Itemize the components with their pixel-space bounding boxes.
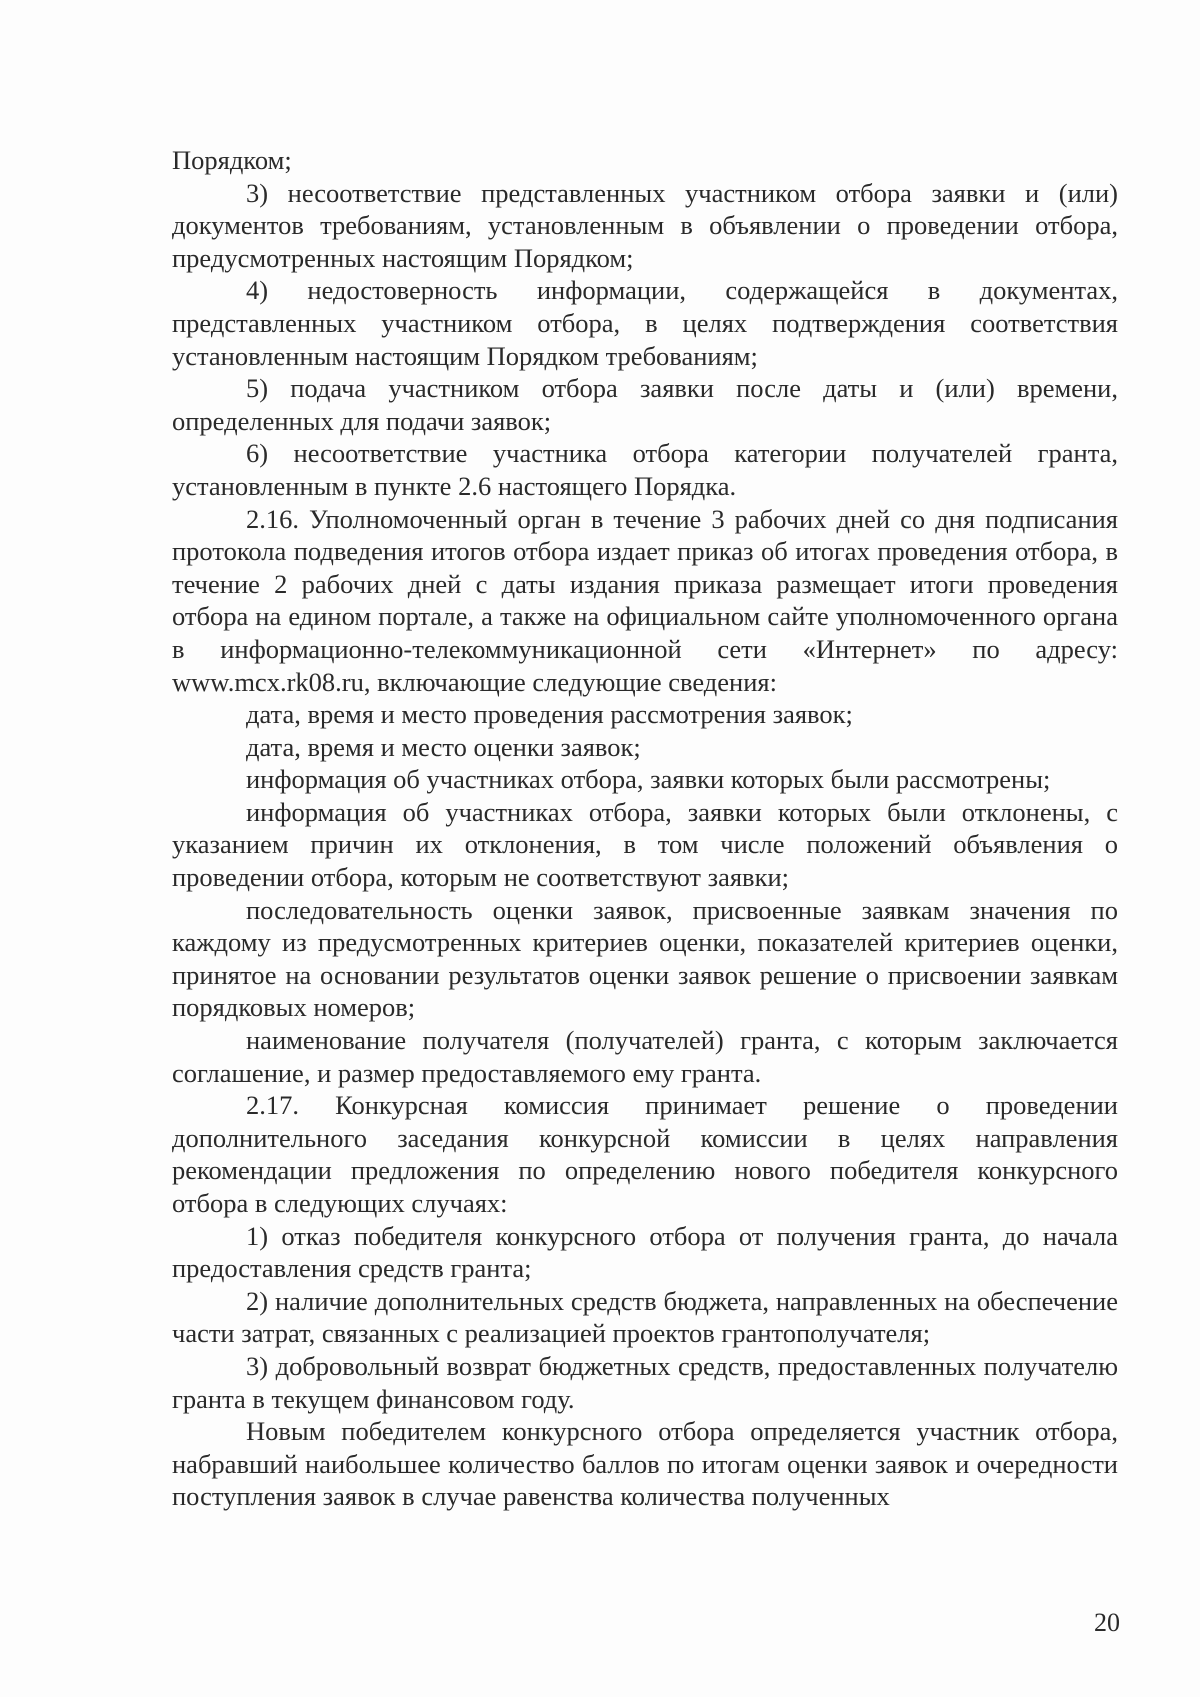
paragraph: Порядком; [172, 145, 292, 175]
paragraph: 2.17. Конкурсная комиссия принимает решение о проведении дополнительного заседания конкурсной комиссии в целях направления рекомендации предложения по определению нового победителя конкурсного отбора в следующих случаях: [172, 1090, 1118, 1218]
paragraph: 2.16. Уполномоченный орган в течение 3 рабочих дней со дня подписания протокола подведения итогов отбора издает приказ об итогах проведения отбора, в течение 2 рабочих дней с даты издания приказа размещает итоги проведения отбора на едином портале, а также на официальном сайте уполномоченного органа в информационно-телекоммуникационной сети «Интернет» по адресу: www.mcx.rk08.ru, включающие следующие сведения: [172, 503, 1118, 697]
paragraph: дата, время и место проведения рассмотрения заявок; [246, 699, 853, 730]
paragraph: 4) недостоверность информации, содержащейся в документах, представленных участником отбора, в целях подтверждения соответствия установленным настоящим Порядком требованиям; [172, 275, 1118, 371]
paragraph: информация об участниках отбора, заявки которых были отклонены, с указанием причин их отклонения, в том числе положений объявления о проведении отбора, которым не соответствуют заявки; [172, 796, 1118, 893]
paragraph: дата, время и место оценки заявок; [246, 731, 641, 762]
paragraph: Новым победителем конкурсного отбора определяется участник отбора, набравший наибольшее количество баллов по итогам оценки заявок и очередности поступления заявок в случае равенства количества полученных [172, 1416, 1118, 1512]
paragraph: 2) наличие дополнительных средств бюджета, направленных на обеспечение части затрат, связанных с реализацией проектов грантополучателя; [172, 1285, 1118, 1349]
document-text [172, 144, 1118, 1513]
paragraph: 5) подача участником отбора заявки после даты и (или) времени, определенных для подачи заявок; [172, 373, 1118, 436]
paragraph: информация об участниках отбора, заявки которых были рассмотрены; [246, 764, 1051, 795]
paragraph: последовательность оценки заявок, присвоенные заявкам значения по каждому из предусмотренных критериев оценки, показателей критериев оценки, принятое на основании результатов оценки заявок решение о присвоении заявкам порядковых номеров; [172, 894, 1118, 1023]
paragraph: 6) несоответствие участника отбора категории получателей гранта, установленным в пункте 2.6 настоящего Порядка. [172, 438, 1118, 501]
paragraph: 3) добровольный возврат бюджетных средств, предоставленных получателю гранта в текущем финансовом году. [172, 1350, 1118, 1414]
page-number: 20 [1094, 1608, 1120, 1637]
paragraph: наименование получателя (получателей) гранта, с которым заключается соглашение, и размер предоставляемого ему гранта. [172, 1025, 1118, 1088]
paragraph: 1) отказ победителя конкурсного отбора от получения гранта, до начала предоставления средств гранта; [172, 1220, 1118, 1284]
paragraph: 3) несоответствие представленных участником отбора заявки и (или) документов требованиям, установленным в объявлении о проведении отбора, предусмотренных настоящим Порядком; [172, 177, 1118, 273]
